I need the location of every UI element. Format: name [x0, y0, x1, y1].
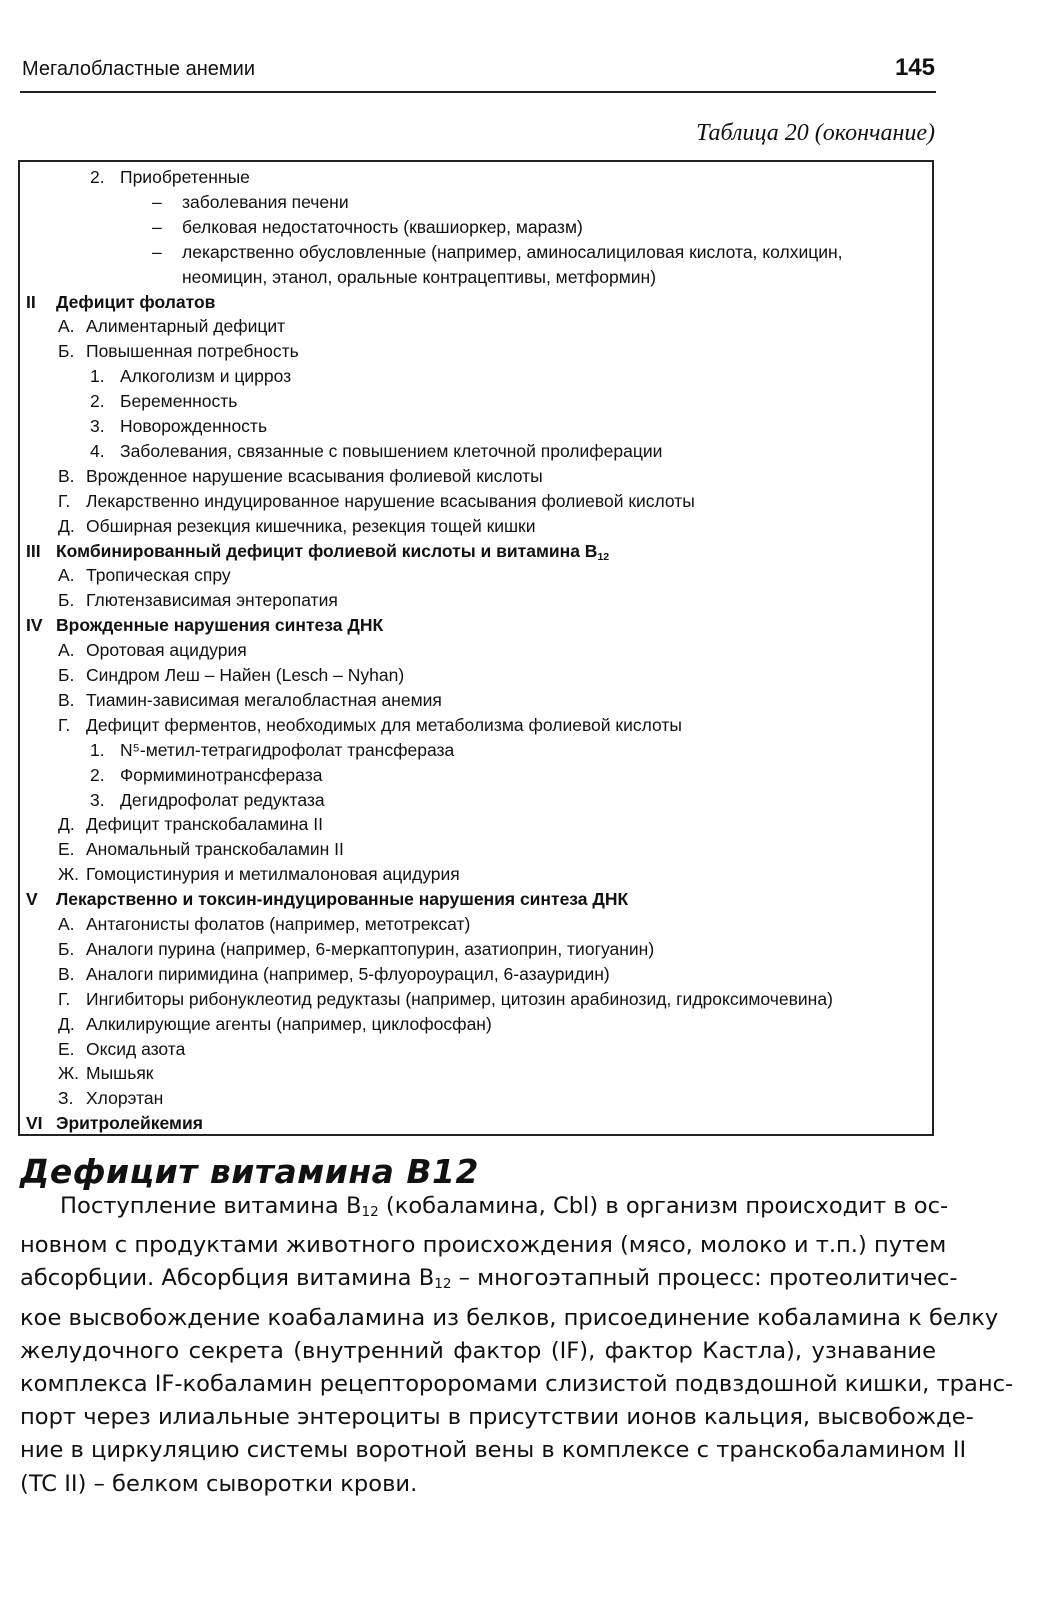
paragraph-line: [20, 1190, 949, 1229]
row-marker: –: [152, 241, 162, 262]
row-marker: А.: [58, 316, 75, 337]
row-text: Алиментарный дефицит: [86, 316, 286, 337]
row-marker: З.: [58, 1088, 74, 1109]
line-text: желудочного секрета (внутренний фактор (IF), фактор Кастла), узнавание: [20, 1337, 936, 1364]
row-text: Дефицит ферментов, необходимых для метаболизма фолиевой кислоты: [86, 714, 682, 735]
line-text: порт через илиальные энтероциты в присутствии ионов кальция, высвобожде-: [20, 1404, 974, 1431]
row-marker: IV: [26, 615, 43, 636]
line-text: абсорбции. Абсорбция витамина B: [20, 1265, 435, 1292]
row-text: белковая недостаточность (квашиоркер, маразм): [182, 216, 583, 237]
row-subscript: 12: [597, 550, 610, 563]
row-marker: А.: [58, 640, 75, 661]
line-text: комплекса IF-кобаламин рецептороромами слизистой подвздошной кишки, транс-: [20, 1371, 1014, 1398]
row-text: Формиминотрансфераза: [120, 764, 323, 785]
page-header-title: Мегалобластные анемии: [22, 58, 255, 80]
row-text: Обширная резекция кишечника, резекция тощей кишки: [86, 515, 536, 536]
paragraph-line: [20, 1401, 974, 1434]
row-marker: Б.: [58, 938, 75, 959]
row-text: Мышьяк: [86, 1063, 154, 1084]
row-text: Приобретенные: [120, 167, 250, 187]
subscript: 12: [434, 1276, 452, 1293]
row-text: Аналоги пурина (например, 6-меркаптопурин, азатиоприн, тиогуанин): [86, 938, 655, 959]
row-marker: 2.: [90, 764, 105, 785]
page-number: 145: [894, 54, 935, 81]
row-marker: 2.: [90, 167, 105, 187]
subscript: 12: [361, 1204, 379, 1220]
row-marker: Д.: [58, 1013, 75, 1034]
row-marker: V: [26, 889, 38, 910]
paragraph-line: [20, 1368, 1014, 1401]
line-text: – многоэтапный процесс: протеолитичес-: [451, 1265, 958, 1292]
row-text: Аналоги пиримидина (например, 5-флуороурацил, 6-азауридин): [86, 963, 610, 984]
row-text: Комбинированный дефицит фолиевой кислоты и витамина $B_{12}$: [56, 540, 610, 563]
row-text: заболевания печени: [182, 191, 349, 212]
row-text: Эритролейкемия: [56, 1113, 203, 1134]
line-text: кое высвобождение коабаламина из белков, присоединение кобаламина к белку: [20, 1304, 999, 1331]
row-marker: 4.: [90, 440, 105, 461]
row-text: Врожденное нарушение всасывания фолиевой кислоты: [86, 465, 543, 486]
row-text: Дефицит фолатов: [56, 291, 216, 312]
paragraph-line: [20, 1434, 967, 1467]
row-text: Синдром Леш – Найен (Lesch – Nyhan): [86, 665, 405, 685]
row-text: Дефицит транскобаламина II: [86, 814, 324, 835]
row-text: Тиамин-зависимая мегалобластная анемия: [86, 689, 442, 710]
row-marker: 1.: [90, 739, 105, 760]
paragraph-line: [20, 1468, 936, 1501]
row-text: Лекарственно и токсин-индуцированные нарушения синтеза ДНК: [56, 889, 629, 910]
row-marker: В.: [58, 465, 75, 486]
row-text: Глютензависимая энтеропатия: [86, 590, 338, 611]
row-text: Лекарственно индуцированное нарушение всасывания фолиевой кислоты: [86, 490, 695, 511]
row-marker: Г.: [58, 714, 71, 735]
classification-table: [18, 160, 934, 1136]
row-text: Врожденные нарушения синтеза ДНК: [56, 615, 384, 636]
row-text: Повышенная потребность: [86, 341, 299, 362]
row-marker: 2.: [90, 391, 105, 412]
line-text: (кобаламина, Cbl) в организм происходит в ос-: [378, 1193, 949, 1219]
line-text: (TC II) – белком сыворотки крови.: [20, 1470, 418, 1497]
row-text: Хлорэтан: [86, 1088, 164, 1109]
row-text: неомицин, этанол, оральные контрацептивы, метформин): [182, 266, 657, 287]
header-divider: [20, 91, 936, 93]
paragraph-line: [20, 1335, 936, 1368]
row-marker: 3.: [90, 789, 105, 810]
row-marker: В.: [58, 963, 75, 984]
table-caption: Таблица 20 (окончание): [696, 120, 935, 146]
row-text: Алкилирующие агенты (например, циклофосфан): [86, 1013, 492, 1034]
row-text: Беременность: [120, 391, 238, 412]
line-text: Поступление витамина B: [60, 1193, 362, 1219]
row-marker: В.: [58, 689, 75, 710]
row-marker: Д.: [58, 515, 75, 536]
row-text: Ингибиторы рибонуклеотид редуктазы (например, цитозин арабинозид, гидроксимочевина): [86, 988, 833, 1009]
row-marker: II: [26, 291, 36, 312]
row-text: лекарственно обусловленные (например, аминосалициловая кислота, колхицин,: [182, 241, 843, 262]
row-text: N⁵-метил-тетрагидрофолат трансфераза: [120, 739, 455, 760]
row-marker: Б.: [58, 590, 75, 611]
row-text: Заболевания, связанные с повышением клеточной пролиферации: [120, 440, 663, 461]
row-marker: III: [26, 540, 41, 561]
row-marker: 1.: [90, 366, 105, 387]
paragraph-line: [20, 1262, 958, 1301]
paragraph-line: [20, 1229, 947, 1262]
row-marker: VI: [26, 1113, 43, 1134]
body-paragraph: [20, 1190, 1014, 1501]
row-text: Оротовая ацидурия: [86, 640, 247, 661]
section-heading: Дефицит витамина B12: [20, 1152, 479, 1191]
row-marker: –: [152, 216, 162, 237]
row-marker: –: [152, 191, 162, 212]
row-text: Новорожденность: [120, 416, 268, 436]
row-text: Антагонисты фолатов (например, метотрексат): [86, 914, 471, 934]
row-marker: А.: [58, 914, 75, 934]
paragraph-line: [20, 1302, 999, 1335]
row-text: Оксид азота: [86, 1038, 186, 1059]
row-marker: Ж.: [58, 1063, 80, 1084]
row-marker: Б.: [58, 665, 75, 685]
row-marker: Г.: [58, 490, 71, 511]
line-text: новном с продуктами животного происхождения (мясо, молоко и т.п.) путем: [20, 1232, 947, 1259]
row-marker: Г.: [58, 988, 71, 1009]
row-marker: Д.: [58, 814, 75, 835]
row-marker: 3.: [90, 416, 105, 436]
row-text: Гомоцистинурия и метилмалоновая ацидурия: [86, 864, 460, 885]
row-marker: А.: [58, 565, 75, 586]
row-marker: Б.: [58, 341, 75, 362]
row-text: Тропическая спру: [86, 565, 231, 586]
row-text: Дегидрофолат редуктаза: [120, 789, 325, 810]
row-marker: Е.: [58, 839, 75, 860]
row-marker: Е.: [58, 1038, 75, 1059]
row-text: Аномальный транскобаламин II: [86, 839, 344, 860]
line-text: ние в циркуляцию системы воротной вены в комплексе с транскобаламином II: [20, 1437, 967, 1464]
row-text: Алкоголизм и цирроз: [120, 366, 292, 387]
row-marker: Ж.: [58, 864, 80, 885]
